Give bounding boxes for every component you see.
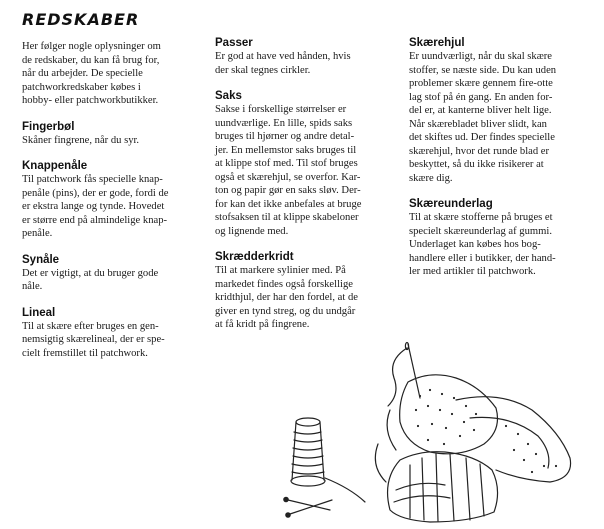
section-heading: Skrædderkridt: [215, 251, 294, 263]
text-line: for kan det ikke anbefales at bruge: [215, 198, 362, 210]
section-heading: Skærehjul: [409, 37, 465, 49]
text-line: lag stof på én gang. En anden for-: [409, 91, 553, 103]
column-2: [215, 36, 400, 344]
text-line: skærehjul, hvor det runde blad er: [409, 145, 550, 157]
text-line: problemer skære gennem fire-otte: [409, 78, 553, 89]
text-line: Til at markere sylinier med. På: [215, 265, 346, 276]
section-text: [215, 103, 400, 238]
text-line: Er uundværligt, når du skal skære: [409, 51, 552, 62]
intro-section: [22, 40, 207, 108]
section-skaereunderlag: [409, 197, 594, 279]
section-passer: [215, 36, 400, 77]
text-line: cielt fremstillet til patchwork.: [22, 347, 148, 359]
text-line: hobby- eller patchworkbutikker.: [22, 95, 159, 106]
text-line: del er, at kanterne bliver helt lige.: [409, 105, 552, 116]
section-text: [215, 264, 400, 332]
section-text: [22, 320, 207, 361]
section-text: [22, 134, 207, 148]
text-line: penåle (pins), der er gode, fordi de: [22, 187, 169, 199]
text-line: at klippe stof med. Til stof bruges: [215, 158, 358, 169]
text-line: er ekstra lange og tynde. Hovedet: [22, 201, 165, 212]
section-heading: Fingerbøl: [22, 120, 75, 133]
text-line: Sakse i forskellige størrelser er: [215, 104, 347, 115]
text-line: Skåner fingrene, når du syr.: [22, 134, 140, 146]
text-line: handlere eller i butikker, der hand-: [409, 252, 556, 264]
section-text: [409, 211, 594, 279]
text-line: Er god at have ved hånden, hvis: [215, 51, 351, 62]
text-line: beskyttet, så du ikke risikerer at: [409, 159, 544, 170]
text-line: specielt skæreunderlag af gummi.: [409, 225, 552, 237]
section-saks: [215, 89, 400, 238]
text-line: kridthjul, der har den fordel, at de: [215, 292, 358, 303]
text-line: at få kridt på fingrene.: [215, 319, 310, 330]
text-line: jer. En mellemstor saks bruges til: [215, 144, 357, 156]
text-line: Til at skære efter bruges en gen-: [22, 320, 159, 332]
page-title: REDSKABER: [22, 10, 140, 29]
section-heading: Skæreunderlag: [409, 198, 493, 210]
text-line: stoffer, se næste side. Du kan uden: [409, 64, 557, 76]
section-heading: Knappenåle: [22, 160, 88, 172]
text-line: bruges til hjørner og andre detal-: [215, 131, 355, 142]
text-line: når du arbejder. De specielle: [22, 68, 143, 79]
section-text: [22, 173, 207, 241]
text-line: også et skærehjul, se overfor. Kar-: [215, 171, 361, 183]
section-heading: Passer: [215, 37, 253, 49]
section-skaerehjul: [409, 36, 594, 185]
column-1: [22, 40, 207, 372]
sewing-illustration: [270, 340, 604, 529]
text-line: markedet findes også forskellige: [215, 278, 353, 290]
text-line: Det er vigtigt, at du bruger gode: [22, 267, 159, 279]
thread-spool-icon: [291, 418, 365, 502]
fabric-stack-icon: [375, 375, 570, 522]
text-line: der skal tegnes cirkler.: [215, 64, 311, 76]
text-line: Til patchwork fås specielle knap-: [22, 174, 163, 185]
section-skraedderkridt: [215, 250, 400, 332]
column-3: [409, 36, 594, 291]
text-line: patchworkredskaber købes i: [22, 81, 141, 93]
section-text: [409, 50, 594, 185]
section-text: [215, 50, 400, 77]
section-heading: Synåle: [22, 253, 60, 266]
text-line: er større end på almindelige knap-: [22, 214, 168, 226]
text-line: skære dig.: [409, 172, 453, 184]
text-line: og lignende med.: [215, 225, 289, 237]
text-line: Her følger nogle oplysninger om: [22, 41, 161, 52]
text-line: nemsigtig skærelineal, der er spe-: [22, 334, 165, 345]
text-line: det skiftes ud. Der findes specielle: [409, 132, 555, 143]
section-heading: Lineal: [22, 306, 56, 319]
section-heading: Saks: [215, 90, 242, 102]
text-line: Til at skære stofferne på bruges et: [409, 212, 553, 223]
section-synale: [22, 253, 207, 294]
text-line: uundværlige. En lille, spids saks: [215, 117, 353, 129]
section-fingerbol: [22, 120, 207, 148]
section-lineal: [22, 306, 207, 361]
section-knappenale: [22, 159, 207, 241]
text-line: penåle.: [22, 228, 53, 239]
text-line: giver en tynd streg, og du undgår: [215, 305, 356, 317]
text-line: nåle.: [22, 281, 43, 292]
section-text: [22, 267, 207, 294]
text-line: ler med artikler til patchwork.: [409, 266, 536, 277]
text-line: Underlaget kan købes hos bog-: [409, 239, 541, 250]
text-line: stofsaksen til at klippe skabeloner: [215, 212, 359, 223]
text-line: ton og papir gør en saks sløv. Der-: [215, 185, 361, 196]
needle-icon: [388, 343, 420, 407]
text-line: Når skærebladet bliver slidt, kan: [409, 118, 547, 130]
intro-text: [22, 40, 207, 108]
text-line: de redskaber, du kan få brug for,: [22, 54, 160, 66]
pins-icon: [284, 497, 332, 517]
